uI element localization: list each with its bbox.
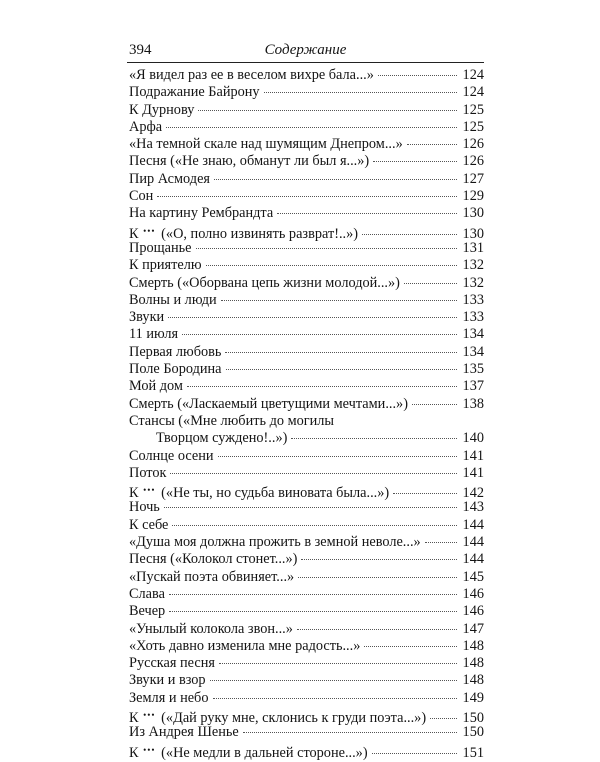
- toc-entry: [129, 153, 484, 170]
- toc-entry-title: [129, 742, 368, 762]
- toc-entry-page: 133: [462, 309, 484, 326]
- dot-leader: [243, 732, 457, 733]
- toc-entry: [129, 517, 484, 534]
- dot-leader: [264, 92, 457, 93]
- toc-entry: [129, 67, 484, 84]
- toc-entry: [129, 378, 484, 395]
- toc-entry-title: [129, 275, 400, 292]
- toc-entry-page: 140: [462, 430, 484, 447]
- toc-entry-text: Волны и люди: [129, 291, 217, 308]
- toc-entry-title: [129, 638, 360, 655]
- toc-entry-page: 143: [462, 499, 484, 516]
- toc-entry-page: 130: [462, 225, 484, 242]
- toc-entry-text: Смерть («Оборвана цепь жизни молодой...»): [129, 274, 400, 291]
- toc-entry: [129, 551, 484, 568]
- toc-entry-text: «На темной скале над шумящим Днепром...»: [129, 136, 403, 153]
- page-header: [127, 36, 484, 63]
- toc-entry-page: 141: [462, 464, 484, 481]
- toc-entry-title: [129, 534, 421, 551]
- page-number: 394: [129, 42, 152, 58]
- toc-entry: [129, 396, 484, 413]
- dot-leader: [362, 234, 457, 235]
- toc-entry-text: «Душа моя должна прожить в земной неволе...»: [129, 534, 421, 551]
- toc-entry-text: Арфа: [129, 118, 163, 135]
- dot-leader: [214, 179, 457, 180]
- toc-entry-text: Поле Бородина: [129, 361, 222, 378]
- dot-leader: [166, 127, 457, 128]
- dot-leader: [198, 110, 457, 111]
- toc-entry-title: [129, 344, 221, 361]
- dot-leader: [164, 507, 457, 508]
- toc-entry-page: 133: [462, 291, 484, 308]
- toc-entry: [129, 326, 484, 343]
- asterism-mark: •••: [143, 225, 156, 236]
- toc-entry-title: [129, 153, 369, 170]
- toc-entry-title: [129, 84, 260, 101]
- toc-entry-page: 134: [462, 343, 484, 360]
- dot-leader: [196, 248, 458, 249]
- toc-entry-title: [129, 465, 166, 482]
- toc-entry-text: Стансы («Мне любить до могилы: [129, 412, 335, 429]
- toc-entry: [129, 690, 484, 707]
- toc-entry-title: [129, 136, 403, 153]
- toc-entry: [129, 430, 484, 447]
- toc-entry-text: «Унылый колокола звон...»: [129, 620, 293, 637]
- toc-entry-title: [129, 326, 178, 343]
- toc-entry-text: («О, полно извинять разврат!..»): [161, 225, 359, 242]
- toc-entry-text: К себе: [129, 516, 169, 533]
- toc-entry-page: 146: [462, 603, 484, 620]
- toc-entry-page: 130: [462, 205, 484, 222]
- dot-leader: [301, 559, 457, 560]
- toc-entry-title: [129, 378, 183, 395]
- toc-entry-text: Прощанье: [129, 239, 192, 256]
- toc-entry-page: 125: [462, 101, 484, 118]
- toc-entry-title: [129, 413, 334, 430]
- toc-entry-text: К приятелю: [129, 257, 202, 274]
- dot-leader: [407, 144, 457, 145]
- toc-entry-title: [129, 621, 293, 638]
- toc-entry-text: Звуки: [129, 309, 165, 326]
- toc-entry-page: 135: [462, 361, 484, 378]
- toc-entry-text: Поток: [129, 464, 167, 481]
- toc-entry-text: Первая любовь: [129, 343, 222, 360]
- toc-entry-text: 11 июля: [129, 326, 179, 343]
- toc-entry-title: [129, 119, 162, 136]
- toc-entry: [129, 638, 484, 655]
- dot-leader: [425, 542, 457, 543]
- dot-leader: [221, 300, 457, 301]
- toc-entry-text: («Дай руку мне, склонись к груди поэта...»): [161, 709, 427, 726]
- dot-leader: [157, 196, 457, 197]
- toc-entry-text: Смерть («Ласкаемый цветущими мечтами...»): [129, 395, 408, 412]
- dot-leader: [430, 718, 457, 719]
- toc-entry-text: Песня («Не знаю, обманут ли был я...»): [129, 153, 370, 170]
- toc-entry-page: 144: [462, 516, 484, 533]
- toc-entry-title: [129, 205, 273, 222]
- toc-entry-text: «Я видел раз ее в веселом вихре бала...»: [129, 67, 374, 83]
- toc-entry: [129, 188, 484, 205]
- toc-entry-title: [129, 586, 165, 603]
- dot-leader: [412, 404, 457, 405]
- toc-entry-title: [129, 569, 294, 586]
- dot-leader: [404, 283, 457, 284]
- dot-leader: [226, 369, 457, 370]
- toc-entry: [129, 275, 484, 292]
- toc-entry-page: 148: [462, 655, 484, 672]
- toc-entry-title: [129, 603, 165, 620]
- toc-entry-text: Земля и небо: [129, 689, 209, 706]
- dot-leader: [297, 629, 457, 630]
- toc-entry-title: [129, 257, 202, 274]
- toc-entry-page: 144: [462, 551, 484, 568]
- dot-leader: [169, 594, 457, 595]
- dot-leader: [213, 698, 458, 699]
- toc-entry-page: 131: [462, 239, 484, 256]
- asterism-mark: •••: [143, 709, 156, 720]
- dot-leader: [364, 646, 457, 647]
- asterism-mark: •••: [143, 744, 156, 755]
- toc-entry-page: 149: [462, 689, 484, 706]
- toc-entry: [129, 223, 484, 240]
- toc-entry-text: Мой дом: [129, 378, 183, 395]
- toc-entry-page: 148: [462, 637, 484, 654]
- dot-leader: [393, 493, 457, 494]
- toc-entry-page: 142: [462, 485, 484, 502]
- toc-entry-title: [129, 499, 160, 516]
- page-title: Содержание: [264, 42, 347, 58]
- toc-entry-page: 132: [462, 257, 484, 274]
- toc-entry-text: На картину Рембрандта: [129, 205, 274, 222]
- toc-entry-page: 137: [462, 378, 484, 395]
- dot-leader: [172, 525, 457, 526]
- dot-leader: [298, 577, 457, 578]
- toc-entry-page: 125: [462, 118, 484, 135]
- toc-entry: [129, 586, 484, 603]
- toc-entry: [129, 205, 484, 222]
- toc-entry-page: 145: [462, 568, 484, 585]
- toc-entry-page: 144: [462, 534, 484, 551]
- toc-entry: [129, 672, 484, 689]
- toc-entry-page: 124: [462, 84, 484, 101]
- toc-entry: [129, 171, 484, 188]
- toc-entry-page: 151: [462, 744, 484, 761]
- toc-entry: [129, 482, 484, 502]
- toc-entry-text: Пир Асмодея: [129, 170, 210, 187]
- toc-entry-title: [129, 361, 222, 378]
- toc-entry: [129, 361, 484, 378]
- toc-entry-title: [129, 690, 209, 707]
- toc-entry-text: («Не медли в дальней стороне...»): [161, 744, 368, 761]
- dot-leader: [170, 473, 457, 474]
- toc-entry-page: 124: [462, 67, 484, 83]
- toc-entry-title: [129, 396, 408, 413]
- asterism-mark: •••: [143, 485, 156, 496]
- toc-entry-page: 127: [462, 170, 484, 187]
- toc-entry: [129, 119, 484, 136]
- dot-leader: [277, 213, 457, 214]
- toc-entry-title: [156, 430, 287, 447]
- toc-entry-text: Русская песня: [129, 655, 215, 672]
- toc-entry-prefix: К: [129, 225, 139, 242]
- toc-entry-page: 138: [462, 395, 484, 412]
- dot-leader: [187, 386, 457, 387]
- toc-entry-page: 150: [462, 724, 484, 741]
- toc-entry: [129, 136, 484, 153]
- toc-entry-page: 126: [462, 136, 484, 153]
- toc-entry-title: [129, 292, 217, 309]
- toc-entry-page: 129: [462, 188, 484, 205]
- toc-entry: [129, 742, 484, 759]
- toc-entry: [129, 621, 484, 638]
- toc-entry: [129, 102, 484, 119]
- toc-entry-title: [129, 672, 206, 689]
- toc-entry-text: К Дурнову: [129, 101, 195, 118]
- toc-entry-title: [129, 517, 168, 534]
- toc-entry: [129, 413, 484, 430]
- toc-entry-text: Творцом суждено!..»): [156, 430, 288, 447]
- toc-entry-title: [129, 240, 192, 257]
- toc-entry-title: [129, 309, 164, 326]
- toc-entry-text: Песня («Колокол стонет...»): [129, 551, 298, 568]
- toc-entry-title: [129, 724, 239, 741]
- toc-entry-text: Ночь: [129, 499, 160, 516]
- toc-entry-page: 148: [462, 672, 484, 689]
- toc-entry-page: 146: [462, 585, 484, 602]
- toc-entry-text: Подражание Байрону: [129, 84, 260, 101]
- table-of-contents: [129, 67, 484, 759]
- toc-entry-text: Солнце осени: [129, 447, 214, 464]
- toc-entry: [129, 655, 484, 672]
- dot-leader: [218, 456, 457, 457]
- dot-leader: [219, 663, 457, 664]
- toc-entry-title: [129, 171, 210, 188]
- dot-leader: [378, 75, 457, 76]
- toc-entry-prefix: К: [129, 485, 139, 502]
- toc-entry-title: [129, 448, 214, 465]
- toc-entry-title: [129, 482, 389, 502]
- toc-entry-text: Из Андрея Шенье: [129, 724, 239, 741]
- toc-entry: [129, 603, 484, 620]
- toc-entry: [129, 448, 484, 465]
- toc-entry: [129, 84, 484, 101]
- toc-entry: [129, 309, 484, 326]
- toc-entry: [129, 292, 484, 309]
- toc-entry-text: («Не ты, но судьба виновата была...»): [161, 485, 390, 502]
- toc-entry-text: Звуки и взор: [129, 672, 206, 689]
- dot-leader: [372, 753, 457, 754]
- dot-leader: [168, 317, 457, 318]
- dot-leader: [210, 680, 457, 681]
- toc-entry-title: [129, 102, 194, 119]
- toc-entry: [129, 569, 484, 586]
- dot-leader: [182, 334, 457, 335]
- toc-entry: [129, 344, 484, 361]
- toc-entry-text: «Пускай поэта обвиняет...»: [129, 568, 295, 585]
- toc-entry-page: 132: [462, 274, 484, 291]
- toc-entry-page: 134: [462, 326, 484, 343]
- toc-entry-title: [129, 188, 153, 205]
- toc-entry-page: 147: [462, 620, 484, 637]
- toc-entry-page: 141: [462, 447, 484, 464]
- toc-entry-title: [129, 655, 215, 672]
- dot-leader: [291, 438, 457, 439]
- toc-entry-text: Сон: [129, 188, 154, 205]
- toc-entry: [129, 534, 484, 551]
- dot-leader: [373, 161, 457, 162]
- toc-entry-title: [129, 67, 374, 84]
- toc-entry: [129, 707, 484, 724]
- toc-entry-prefix: К: [129, 744, 139, 761]
- toc-entry-text: Вечер: [129, 603, 166, 620]
- dot-leader: [225, 352, 457, 353]
- toc-entry-page: 150: [462, 709, 484, 726]
- dot-leader: [169, 611, 457, 612]
- toc-entry-text: «Хоть давно изменила мне радость...»: [129, 637, 361, 654]
- toc-entry-title: [129, 551, 297, 568]
- toc-entry-text: Слава: [129, 585, 165, 602]
- dot-leader: [206, 265, 457, 266]
- toc-entry-page: 126: [462, 153, 484, 170]
- toc-entry: [129, 465, 484, 482]
- toc-entry-prefix: К: [129, 709, 139, 726]
- toc-entry: [129, 257, 484, 274]
